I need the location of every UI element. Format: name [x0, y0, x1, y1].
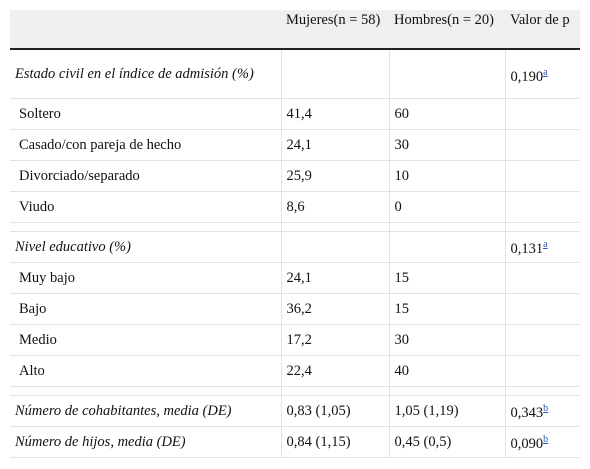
- table-row: [10, 49, 580, 99]
- table-row: [10, 356, 580, 387]
- row-label: Nivel educativo (%): [10, 232, 281, 263]
- p-value-cell: [505, 396, 580, 427]
- women-value: 36,2: [281, 294, 389, 325]
- p-value-cell: [505, 130, 580, 161]
- spacer-row: [10, 223, 580, 232]
- row-label: Bajo: [10, 294, 281, 325]
- men-value: 10: [389, 161, 505, 192]
- footnote-link[interactable]: a: [543, 239, 548, 251]
- p-value: 0,131: [510, 240, 544, 257]
- table-row: [10, 99, 580, 130]
- row-label: Casado/con pareja de hecho: [10, 130, 281, 161]
- header-women: Mujeres(n = 58): [281, 10, 389, 49]
- men-value: 0,45 (0,5): [389, 427, 505, 458]
- women-value: [281, 49, 389, 99]
- women-value: 0,84 (1,15): [281, 427, 389, 458]
- men-value: 0: [389, 192, 505, 223]
- footnote-link[interactable]: b: [543, 403, 549, 415]
- header-pvalue: Valor de p: [505, 10, 580, 49]
- women-value: 24,1: [281, 263, 389, 294]
- men-value: 30: [389, 130, 505, 161]
- table-row: [10, 161, 580, 192]
- table-row: [10, 130, 580, 161]
- footnote-link[interactable]: a: [543, 67, 548, 79]
- row-label: Estado civil en el índice de admisión (%): [10, 49, 281, 99]
- women-value: 17,2: [281, 325, 389, 356]
- header-blank: [10, 10, 281, 49]
- p-value-cell: [505, 99, 580, 130]
- men-value: 15: [389, 294, 505, 325]
- p-value-cell: [505, 294, 580, 325]
- table-row: [10, 325, 580, 356]
- row-label: Alto: [10, 356, 281, 387]
- women-value: 41,4: [281, 99, 389, 130]
- p-value-cell: [505, 192, 580, 223]
- spacer-row: [10, 387, 580, 396]
- row-label: Muy bajo: [10, 263, 281, 294]
- table-row: [10, 232, 580, 263]
- men-value: [389, 232, 505, 263]
- men-value: 60: [389, 99, 505, 130]
- p-value-cell: [505, 427, 580, 458]
- header-men: Hombres(n = 20): [389, 10, 505, 49]
- table-row: [10, 427, 580, 458]
- women-value: 0,83 (1,05): [281, 396, 389, 427]
- table-row: [10, 294, 580, 325]
- row-label: Número de cohabitantes, media (DE): [10, 396, 281, 427]
- p-value: 0,190: [510, 68, 544, 85]
- p-value-cell: [505, 356, 580, 387]
- men-value: 15: [389, 263, 505, 294]
- header-row: [10, 10, 580, 49]
- row-label: Viudo: [10, 192, 281, 223]
- p-value-cell: [505, 263, 580, 294]
- women-value: 25,9: [281, 161, 389, 192]
- p-value-cell: [505, 325, 580, 356]
- men-value: 40: [389, 356, 505, 387]
- men-value: 1,05 (1,19): [389, 396, 505, 427]
- men-value: 30: [389, 325, 505, 356]
- row-label: Medio: [10, 325, 281, 356]
- p-value-cell: [505, 49, 580, 99]
- p-value: 0,343: [510, 404, 544, 421]
- women-value: 8,6: [281, 192, 389, 223]
- women-value: 22,4: [281, 356, 389, 387]
- men-value: [389, 49, 505, 99]
- p-value-cell: [505, 232, 580, 263]
- women-value: [281, 232, 389, 263]
- statistics-table: [10, 10, 580, 458]
- row-label: Número de hijos, media (DE): [10, 427, 281, 458]
- table-row: [10, 192, 580, 223]
- row-label: Soltero: [10, 99, 281, 130]
- row-label: Divorciado/separado: [10, 161, 281, 192]
- footnote-link[interactable]: b: [543, 434, 549, 446]
- table-row: [10, 396, 580, 427]
- women-value: 24,1: [281, 130, 389, 161]
- p-value-cell: [505, 161, 580, 192]
- p-value: 0,090: [510, 435, 544, 452]
- table-row: [10, 263, 580, 294]
